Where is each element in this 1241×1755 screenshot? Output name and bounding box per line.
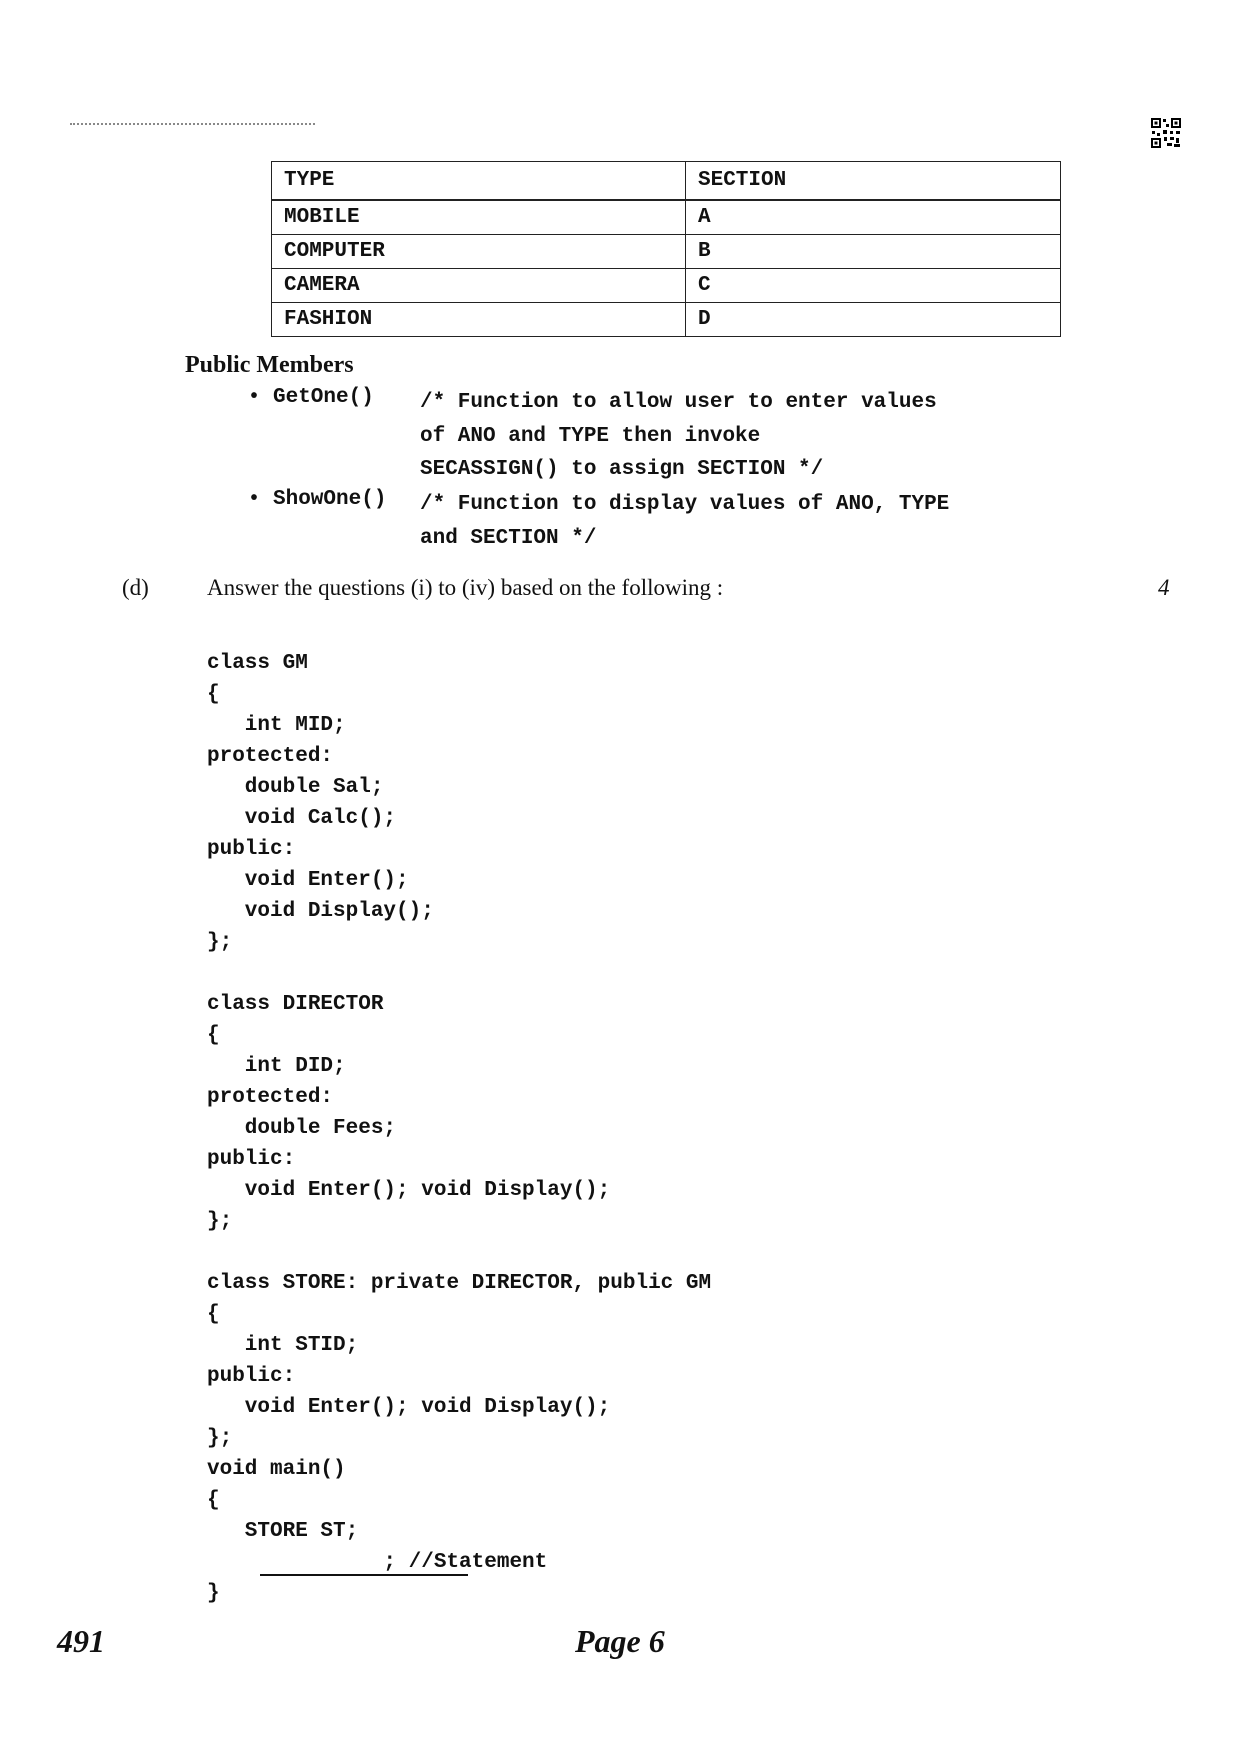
code-line: } bbox=[207, 1582, 220, 1605]
table-row bbox=[272, 200, 1061, 235]
code-line: { bbox=[207, 1024, 220, 1047]
code-line: protected: bbox=[207, 1086, 334, 1109]
code-line: double Fees; bbox=[207, 1117, 397, 1140]
member-desc-line: /* Function to allow user to enter values bbox=[420, 391, 937, 414]
member-desc-line: of ANO and TYPE then invoke bbox=[420, 425, 761, 448]
table-row bbox=[272, 269, 1061, 303]
bullet-icon: • bbox=[248, 386, 261, 409]
member-desc-line: and SECTION */ bbox=[420, 527, 597, 550]
code-line: void Display(); bbox=[207, 900, 434, 923]
table-cell: COMPUTER bbox=[272, 235, 686, 269]
table-cell: A bbox=[686, 200, 1061, 235]
code-line: void Enter(); void Display(); bbox=[207, 1396, 611, 1419]
page-number: Page 6 bbox=[575, 1623, 665, 1659]
code-line: class GM bbox=[207, 652, 308, 675]
public-members-title: Public Members bbox=[185, 352, 354, 378]
question-text: Answer the questions (i) to (iv) based on the following : bbox=[207, 575, 724, 600]
question-marks: 4 bbox=[1158, 575, 1170, 600]
code-line: void main() bbox=[207, 1458, 346, 1481]
code-line: }; bbox=[207, 1427, 233, 1450]
code-line: }; bbox=[207, 1210, 233, 1233]
code-line: void Enter(); void Display(); bbox=[207, 1179, 611, 1202]
table-cell: CAMERA bbox=[272, 269, 686, 303]
member-desc-line: /* Function to display values of ANO, TYPE bbox=[420, 493, 950, 516]
code-line: void Enter(); bbox=[207, 869, 409, 892]
table-row bbox=[272, 303, 1061, 337]
member-name: GetOne() bbox=[273, 386, 374, 409]
table-header-cell: TYPE bbox=[272, 162, 686, 201]
table-cell: D bbox=[686, 303, 1061, 337]
header-rule bbox=[70, 123, 315, 125]
type-section-table bbox=[271, 161, 1061, 337]
member-name: ShowOne() bbox=[273, 488, 387, 511]
member-desc-line: SECASSIGN() to assign SECTION */ bbox=[420, 458, 824, 481]
code-line: }; bbox=[207, 931, 233, 954]
code-line: class STORE: private DIRECTOR, public GM bbox=[207, 1272, 712, 1295]
code-line: public: bbox=[207, 1148, 296, 1171]
table-cell: FASHION bbox=[272, 303, 686, 337]
code-line: void Calc(); bbox=[207, 807, 397, 830]
bullet-icon: • bbox=[248, 488, 261, 511]
code-line: class DIRECTOR bbox=[207, 993, 384, 1016]
question-label: (d) bbox=[122, 575, 149, 600]
code-line: int STID; bbox=[207, 1334, 359, 1357]
fill-in-blank bbox=[260, 1574, 468, 1576]
table-cell: MOBILE bbox=[272, 200, 686, 235]
code-line: { bbox=[207, 1303, 220, 1326]
code-line: STORE ST; bbox=[207, 1520, 359, 1543]
table-cell: C bbox=[686, 269, 1061, 303]
table-header-row bbox=[272, 162, 1061, 201]
code-line: public: bbox=[207, 1365, 296, 1388]
qr-code-icon bbox=[1150, 117, 1182, 149]
code-line: public: bbox=[207, 838, 296, 861]
code-line: int MID; bbox=[207, 714, 346, 737]
code-line: double Sal; bbox=[207, 776, 384, 799]
table-cell: B bbox=[686, 235, 1061, 269]
code-line: protected: bbox=[207, 745, 334, 768]
table-header-cell: SECTION bbox=[686, 162, 1061, 201]
code-line: { bbox=[207, 683, 220, 706]
paper-code: 491 bbox=[57, 1623, 105, 1659]
code-line: { bbox=[207, 1489, 220, 1512]
code-line: ; //Statement bbox=[207, 1551, 548, 1574]
code-line: int DID; bbox=[207, 1055, 346, 1078]
table-row bbox=[272, 235, 1061, 269]
